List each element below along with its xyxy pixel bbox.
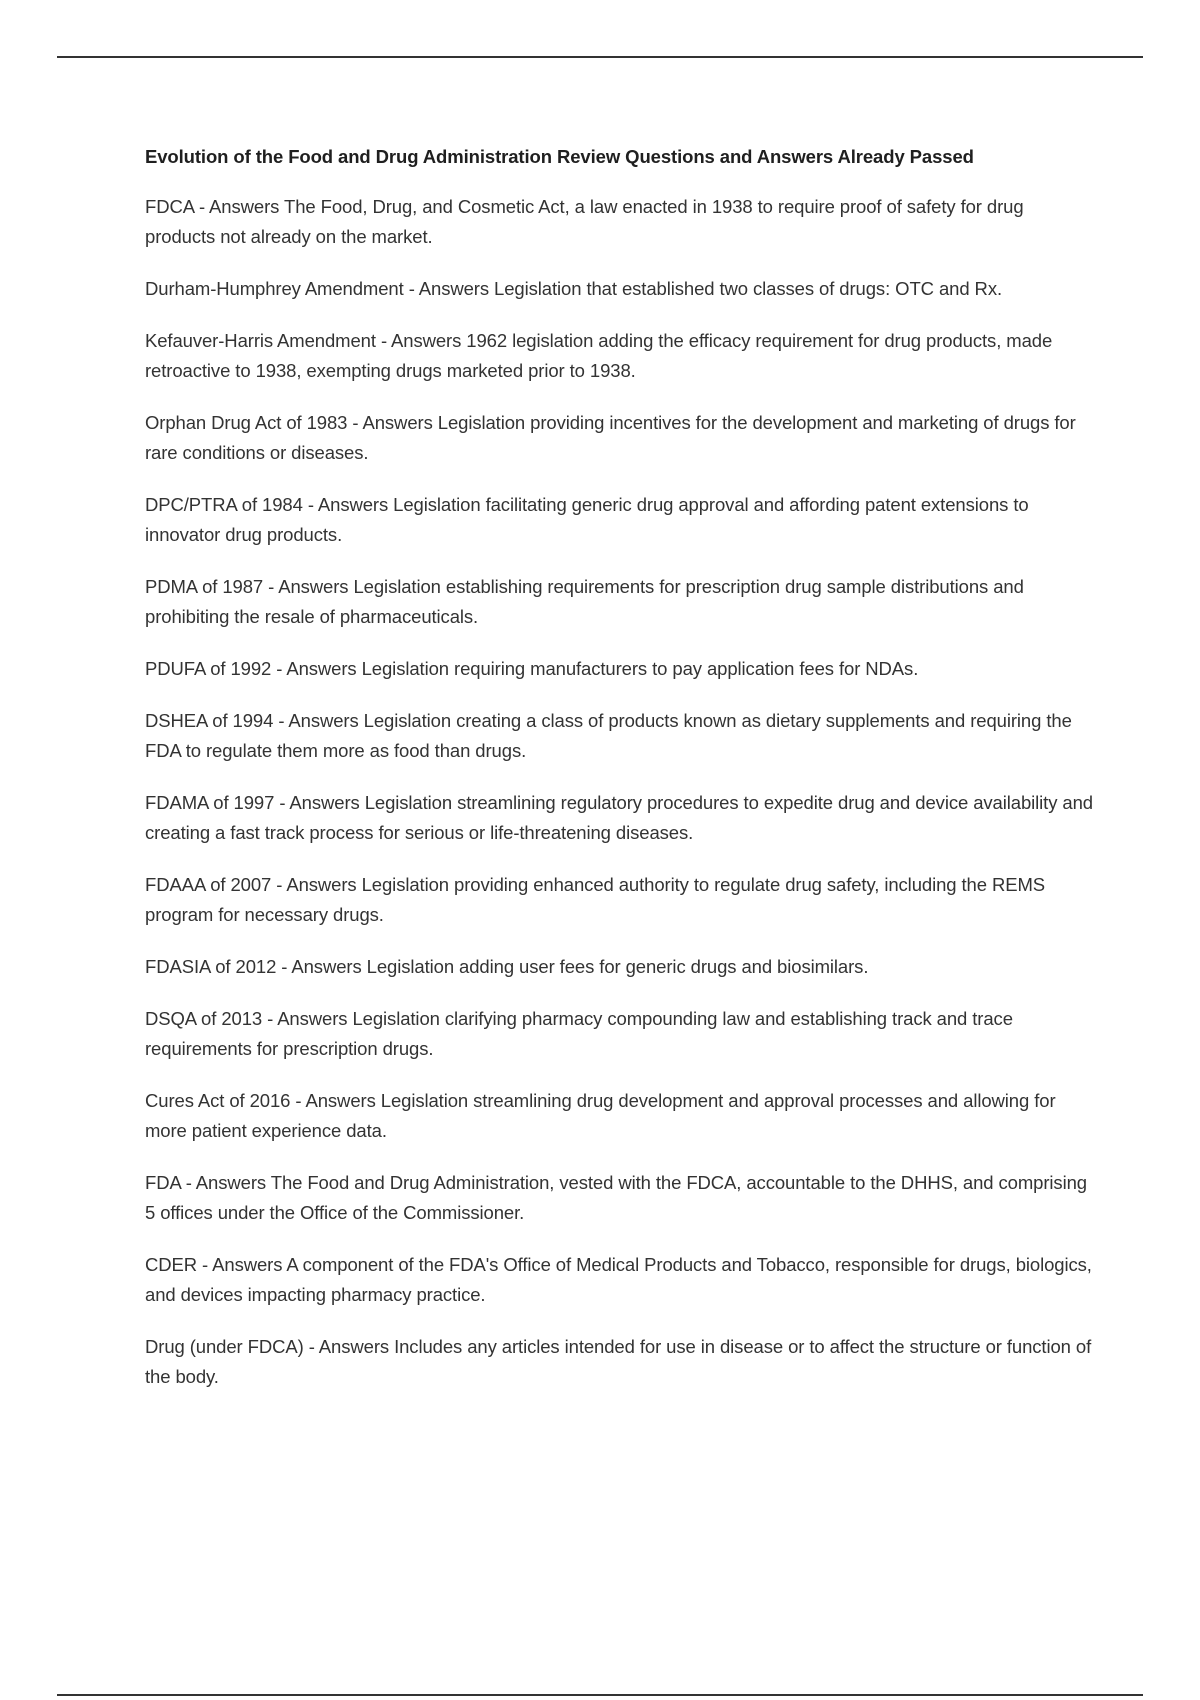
- document-title: Evolution of the Food and Drug Administration Review Questions and Answers Already Passed: [145, 146, 974, 167]
- entry-kefauver-harris: Kefauver-Harris Amendment - Answers 1962 legislation adding the efficacy requirement for drug products, made retroactive to 1938, exempting drugs marketed prior to 1938.: [145, 330, 1053, 381]
- entry-pdufa: PDUFA of 1992 - Answers Legislation requiring manufacturers to pay application fees for NDAs.: [145, 658, 919, 679]
- entry-fdaaa: FDAAA of 2007 - Answers Legislation providing enhanced authority to regulate drug safety, including the REMS program for necessary drugs.: [145, 874, 1046, 925]
- entry-dshea: DSHEA of 1994 - Answers Legislation creating a class of products known as dietary supplements and requiring the FDA to regulate them more as food than drugs.: [145, 710, 1072, 761]
- entry-fda: FDA - Answers The Food and Drug Administration, vested with the FDCA, accountable to the DHHS, and comprising 5 offices under the Office of the Commissioner.: [145, 1172, 1087, 1223]
- entry-dsqa: DSQA of 2013 - Answers Legislation clarifying pharmacy compounding law and establishing track and trace requirements for prescription drugs.: [145, 1008, 1013, 1059]
- entry-dpc-ptra: DPC/PTRA of 1984 - Answers Legislation facilitating generic drug approval and affording patent extensions to innovator drug products.: [145, 494, 1029, 545]
- document-body: [145, 142, 1095, 1414]
- entry-drug-under-fdca: Drug (under FDCA) - Answers Includes any articles intended for use in disease or to affect the structure or function of the body.: [145, 1336, 1092, 1387]
- bottom-rule: [57, 1694, 1143, 1696]
- entry-fdama: FDAMA of 1997 - Answers Legislation streamlining regulatory procedures to expedite drug and device availability and creating a fast track process for serious or life-threatening diseases.: [145, 792, 1093, 843]
- entry-fdca: FDCA - Answers The Food, Drug, and Cosmetic Act, a law enacted in 1938 to require proof of safety for drug products not already on the market.: [145, 196, 1024, 247]
- entry-cder: CDER - Answers A component of the FDA's Office of Medical Products and Tobacco, responsible for drugs, biologics, and devices impacting pharmacy practice.: [145, 1254, 1092, 1305]
- entry-cures-act: Cures Act of 2016 - Answers Legislation streamlining drug development and approval processes and allowing for more patient experience data.: [145, 1090, 1056, 1141]
- entry-pdma: PDMA of 1987 - Answers Legislation establishing requirements for prescription drug sample distributions and prohibiting the resale of pharmaceuticals.: [145, 576, 1024, 627]
- entry-fdasia: FDASIA of 2012 - Answers Legislation adding user fees for generic drugs and biosimilars.: [145, 956, 869, 977]
- top-rule: [57, 56, 1143, 58]
- entry-durham-humphrey: Durham-Humphrey Amendment - Answers Legislation that established two classes of drugs: OTC and Rx.: [145, 278, 1003, 299]
- entry-orphan-drug-act: Orphan Drug Act of 1983 - Answers Legislation providing incentives for the development and marketing of drugs for rare conditions or diseases.: [145, 412, 1076, 463]
